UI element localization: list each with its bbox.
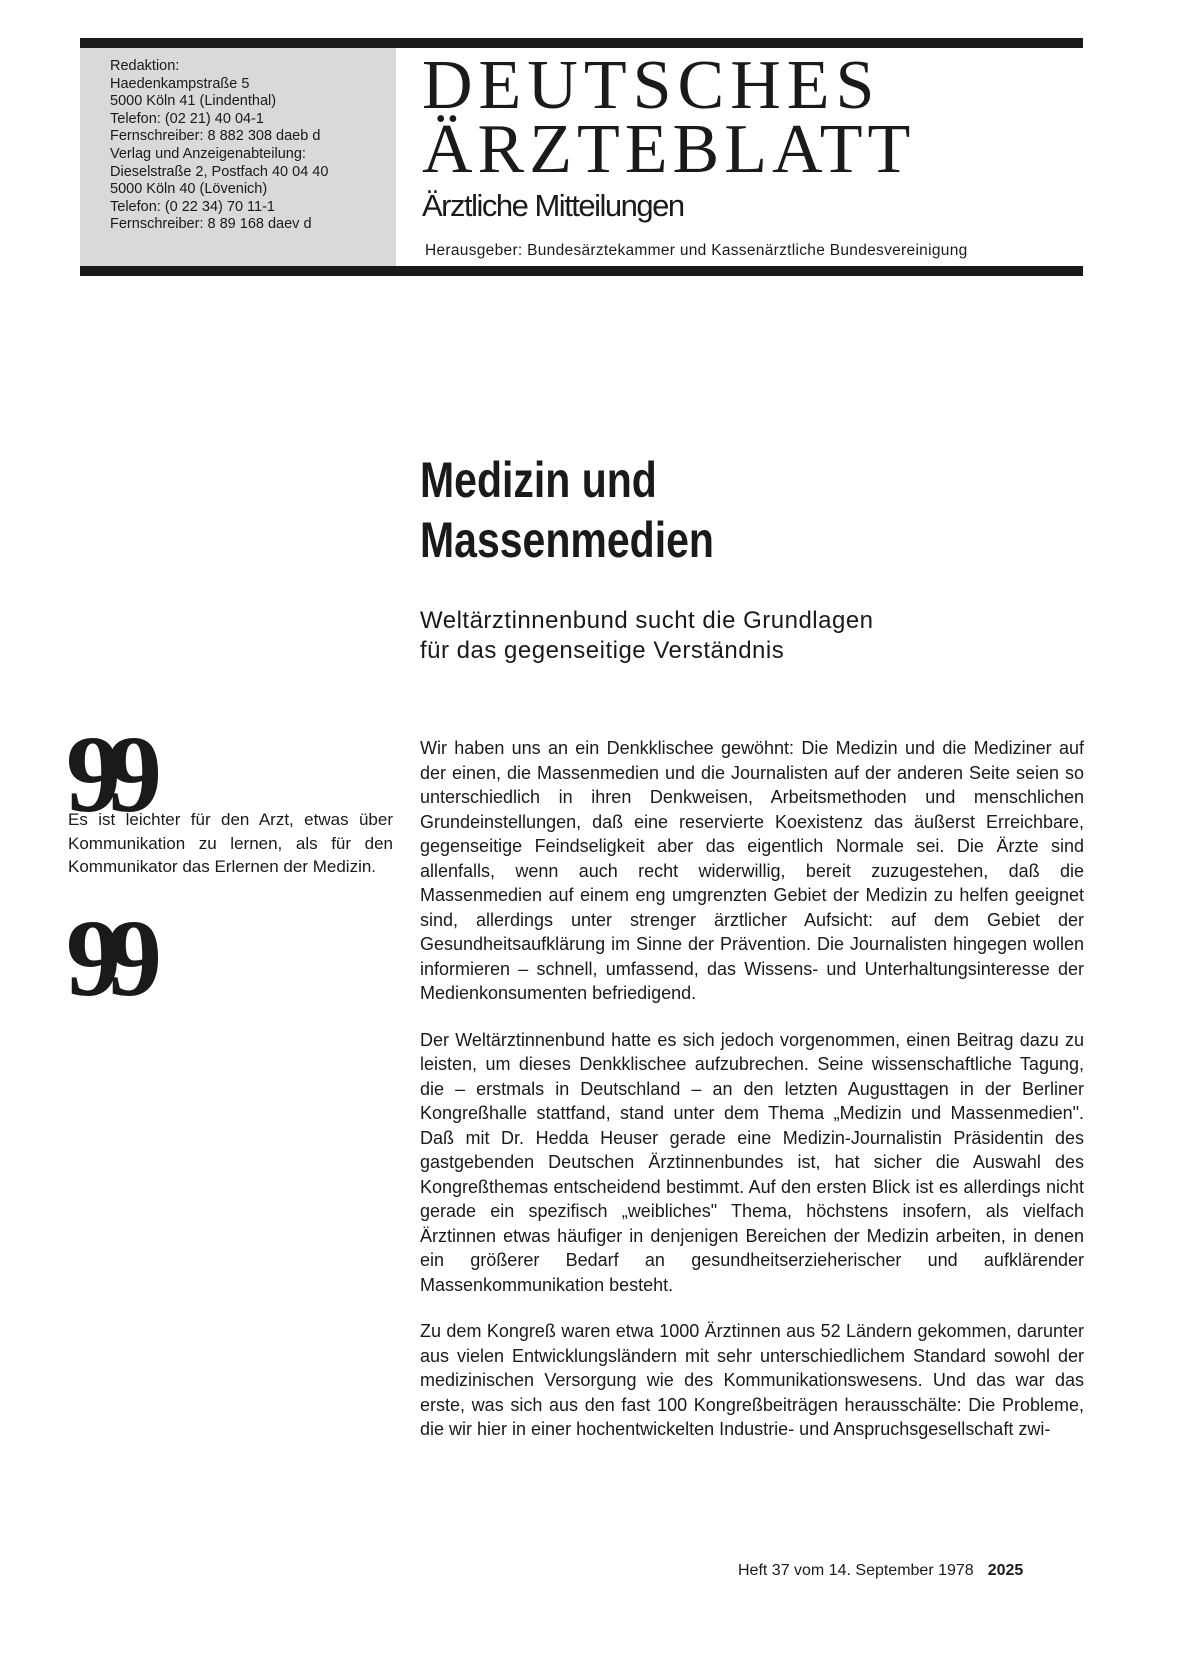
contact-line: Fernschreiber: 8 882 308 daeb d xyxy=(110,128,321,145)
pull-quote-text: Es ist leichter für den Arzt, etwas über Kommunikation zu lernen, als für den Kommunikator das Erlernen der Medizin. xyxy=(68,810,393,876)
contact-line: Dieselstraße 2, Postfach 40 04 40 xyxy=(110,163,329,180)
article-paragraph: Der Weltärztinnenbund hatte es sich jedoch vorgenommen, einen Beitrag dazu zu leisten, um dieses Denkklischee aufzubrechen. Seine wissenschaftliche Tagung, die – erstmals in Deutschland – an den letzten Augusttagen in der Berliner Kongreßhalle stattfand, stand unter dem Thema „Medizin und Massenmedien". Daß mit Dr. Hedda Heuser gerade eine Medizin-Journalistin Präsidentin des gastgebenden Deutschen Ärztinnenbundes ist, hat sicher die Auswahl des Kongreßthemas entscheidend bestimmt. Auf den ersten Blick ist es allerdings nicht gerade ein spezifisch „weibliches" Thema, höchstens insofern, als vielfach Ärztinnen etwas häufiger in denjenigen Bereichen der Medizin arbeiten, in denen ein größerer Bedarf an gesundheitserzieherischer und aufklärender Massenkommunikation besteht. xyxy=(420,1029,1084,1295)
subheadline-line-2: für das gegenseitige Verständnis xyxy=(420,637,785,664)
article-body xyxy=(420,736,1084,1464)
contact-line: Verlag und Anzeigenabteilung: xyxy=(110,145,306,162)
article-paragraph: Wir haben uns an ein Denkklischee gewöhnt: Die Medizin und die Mediziner auf der einen, die Massenmedien und die Journalisten auf der anderen Seite seien so unterschiedlich in ihren Denkweisen, Arbeitsmethoden und menschlichen Grundeinstellungen, daß eine reservierte Koexistenz das äußerst Erreichbare, gegenseitige Feindseligkeit aber das eigentlich Normale sei. Die Ärzte sind allenfalls, wenn auch recht widerwillig, bereit zuzugestehen, daß die Massenmedien auf einem eng umgrenzten Gebiet der Medizin zu helfen geeignet sind, allerdings unter strenger ärztlicher Aufsicht: auf dem Gebiet der Gesundheitsaufklärung im Sinne der Prävention. Die Journalisten hingegen wollen informieren – schnell, umfassend, das Wissens- und Unterhaltungsinteresse der Medienkonsumenten befriedigend. xyxy=(420,738,1084,1003)
issue-date: Heft 37 vom 14. September 1978 xyxy=(738,1562,974,1579)
quote-close-icon: 99 xyxy=(66,897,148,1019)
masthead xyxy=(80,38,1083,276)
publisher-line: Herausgeber: Bundesärztekammer und Kassenärztliche Bundesvereinigung xyxy=(425,242,968,259)
contact-line: Telefon: (02 21) 40 04-1 xyxy=(110,110,264,127)
contact-line: Telefon: (0 22 34) 70 11-1 xyxy=(110,198,275,215)
contact-line: Redaktion: xyxy=(110,58,180,74)
brand-subtitle: Ärztliche Mitteilungen xyxy=(422,188,684,223)
contact-line: Haedenkampstraße 5 xyxy=(110,75,250,92)
page-footer xyxy=(738,1562,1023,1580)
quote-open-icon: 99 xyxy=(66,713,148,835)
article-headline xyxy=(420,450,994,570)
contact-box xyxy=(80,48,396,266)
subheadline-line-1: Weltärztinnenbund sucht die Grundlagen xyxy=(420,607,874,634)
contact-line: Fernschreiber: 8 89 168 daev d xyxy=(110,216,312,233)
contact-line: 5000 Köln 41 (Lindenthal) xyxy=(110,93,277,110)
article-subheadline xyxy=(420,606,1060,666)
brand-line-2: ÄRZTEBLATT xyxy=(422,111,916,188)
headline-line-2: Massenmedien xyxy=(420,512,714,568)
brand-line-1: DEUTSCHES xyxy=(422,47,881,124)
headline-line-1: Medizin und xyxy=(420,452,657,508)
journal-brand xyxy=(422,47,1083,226)
article-paragraph: Zu dem Kongreß waren etwa 1000 Ärztinnen aus 52 Ländern gekommen, darunter aus vielen Entwicklungsländern mit sehr unterschiedlichem Standard sowohl der medizinischen Versorgung wie des Kommunikationswesens. Und das war das erste, was sich aus den fast 100 Kongreßbeiträgen herausschälte: Die Probleme, die wir hier in einer hochentwickelten Industrie- und Anspruchsgesellschaft zwi- xyxy=(420,1321,1084,1439)
contact-line: 5000 Köln 40 (Lövenich) xyxy=(110,181,268,198)
page-number: 2025 xyxy=(987,1562,1024,1579)
